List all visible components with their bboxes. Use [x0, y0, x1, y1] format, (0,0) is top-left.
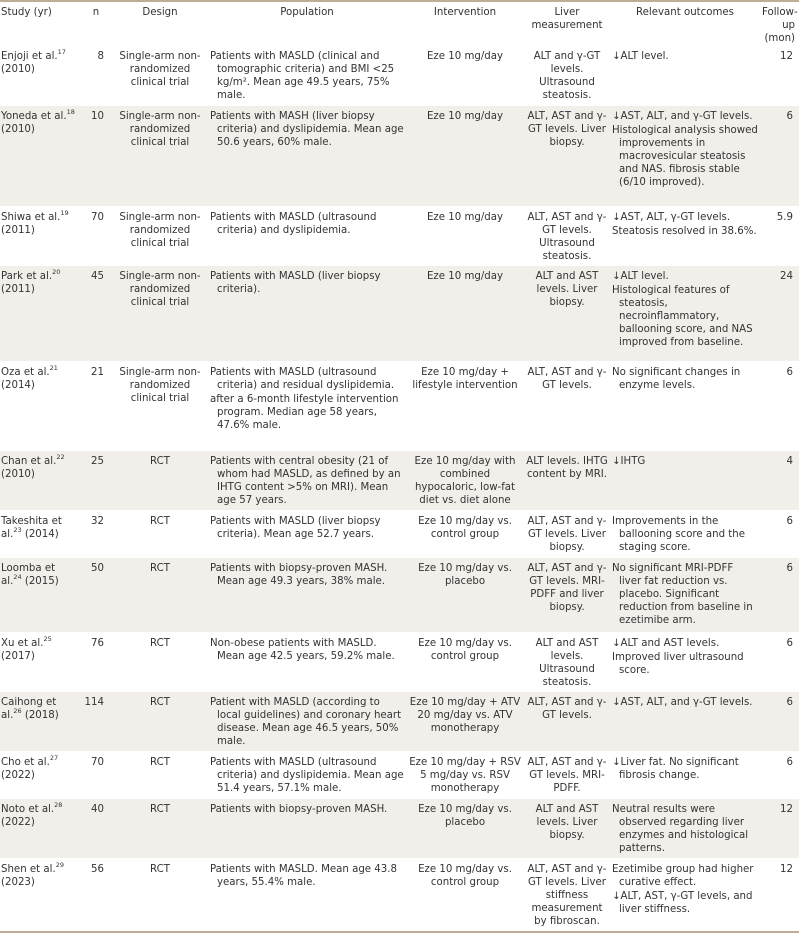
n-cell: 10 — [91, 111, 104, 122]
outcomes-cell — [610, 106, 760, 207]
intervention-cell: Eze 10 mg/day + RSV 5 mg/day vs. RSV monotherapy — [409, 757, 521, 794]
design-cell: Single-arm non-randomized clinical trial — [119, 271, 201, 308]
design-cell: Single-arm non-randomized clinical trial — [119, 51, 201, 88]
table-row — [0, 451, 799, 511]
population-text: Patients with biopsy-proven MASH. — [210, 804, 388, 815]
reference-number: 19 — [60, 209, 69, 217]
population-cell — [208, 207, 406, 266]
intervention-cell: Eze 10 mg/day with combined hypocaloric, low-fat diet vs. diet alone — [414, 456, 516, 506]
header-population: Population — [280, 7, 334, 18]
study-year: (2018) — [24, 710, 59, 721]
study-year: (2017) — [1, 651, 35, 662]
study-year: (2023) — [1, 877, 35, 888]
followup-cell: 6 — [786, 697, 793, 708]
outcomes-cell — [610, 46, 760, 106]
liver-measurement-cell: ALT, AST and γ-GT levels. Ultrasound steatosis. — [527, 212, 607, 262]
population-text: Patients with MASH (liver biopsy criteria) and dyslipidemia. Mean age 50.6 years, 60% male. — [210, 111, 404, 148]
outcome-text: No significant MRI-PDFF liver fat reduction vs. placebo. Significant reduction from baseline in ezetimibe arm. — [612, 563, 753, 626]
followup-cell: 6 — [786, 516, 793, 527]
study-year: (2010) — [1, 469, 35, 480]
followup-cell: 5.9 — [776, 212, 793, 223]
n-cell: 45 — [91, 271, 104, 282]
liver-measurement-cell: ALT, AST and γ-GT levels. — [527, 367, 607, 391]
study-year: (2010) — [1, 124, 35, 135]
population-cell — [208, 558, 406, 633]
reference-number: 17 — [57, 48, 66, 56]
table-row — [0, 46, 799, 106]
intervention-cell: Eze 10 mg/day — [426, 111, 504, 122]
outcomes-cell — [610, 692, 760, 752]
outcomes-cell — [610, 859, 760, 932]
table-row — [0, 511, 799, 558]
study-cell — [0, 106, 80, 207]
study-cell — [0, 633, 80, 692]
outcome-text: Histological features of steatosis, necroinflammatory, ballooning score, and NAS improved from baseline. — [612, 285, 753, 348]
study-year: (2022) — [1, 817, 35, 828]
liver-measurement-cell: ALT and γ-GT levels. Ultrasound steatosis. — [533, 51, 601, 101]
followup-cell: 6 — [786, 563, 793, 574]
table-row — [0, 558, 799, 633]
header-liver: Liver measurement — [531, 7, 603, 31]
design-cell: RCT — [150, 864, 170, 875]
outcome-text: ↓Liver fat. No significant fibrosis change. — [612, 757, 739, 781]
outcome-text: ↓ALT and AST levels. — [612, 638, 720, 649]
outcome-text: Histological analysis showed improvements in macrovesicular steatosis and NAS. fibrosis stable (6/10 improved). — [612, 125, 758, 188]
population-cell — [208, 266, 406, 362]
study-cell — [0, 266, 80, 362]
study-cell — [0, 558, 80, 633]
population-cell — [208, 362, 406, 451]
outcomes-cell — [610, 799, 760, 859]
study-year: (2014) — [24, 529, 59, 540]
study-year: (2011) — [1, 225, 35, 236]
outcome-text: ↓ALT level. — [612, 51, 669, 62]
outcome-text: No significant changes in enzyme levels. — [612, 367, 741, 391]
design-cell: RCT — [150, 638, 170, 649]
reference-number: 20 — [52, 268, 61, 276]
population-text: Patients with MASLD (ultrasound criteria) and dyslipidemia. Mean age 51.4 years, 57.1% male. — [210, 757, 404, 794]
design-cell: RCT — [150, 697, 170, 708]
design-cell: Single-arm non-randomized clinical trial — [119, 111, 201, 148]
table-row — [0, 859, 799, 932]
outcome-text: ↓ALT level. — [612, 271, 669, 282]
study-cell — [0, 859, 80, 932]
population-text: Patients with MASLD (ultrasound criteria) and residual dyslipidemia. — [210, 367, 395, 391]
population-text: Patients with MASLD (liver biopsy criteria). — [210, 271, 381, 295]
header-study: Study (yr) — [1, 7, 52, 18]
outcome-text: ↓AST, ALT, γ-GT levels. — [612, 212, 731, 223]
intervention-cell: Eze 10 mg/day — [426, 51, 504, 62]
population-cell — [208, 633, 406, 692]
study-name: Takeshita et al. — [1, 516, 62, 540]
table-row — [0, 362, 799, 451]
intervention-cell: Eze 10 mg/day + ATV 20 mg/day vs. ATV monotherapy — [409, 697, 521, 734]
outcome-text: ↓AST, ALT, and γ-GT levels. — [612, 697, 753, 708]
header-design: Design — [142, 7, 178, 18]
outcomes-cell — [610, 511, 760, 558]
outcomes-cell — [610, 451, 760, 511]
reference-number: 18 — [66, 108, 75, 116]
reference-number: 29 — [55, 861, 64, 869]
n-cell: 70 — [91, 212, 104, 223]
design-cell: Single-arm non-randomized clinical trial — [119, 367, 201, 404]
outcome-text: ↓ALT, AST, γ-GT levels, and liver stiffness. — [612, 891, 753, 915]
n-cell: 8 — [97, 51, 104, 62]
population-text: Patients with MASLD (ultrasound criteria) and dyslipidemia. — [210, 212, 377, 236]
n-cell: 114 — [84, 697, 104, 708]
reference-number: 24 — [13, 573, 22, 581]
outcomes-cell — [610, 558, 760, 633]
design-cell: RCT — [150, 516, 170, 527]
study-year: (2022) — [1, 770, 35, 781]
population-cell — [208, 859, 406, 932]
population-text: Patients with biopsy-proven MASH. Mean age 49.3 years, 38% male. — [210, 563, 388, 587]
study-year: (2011) — [1, 284, 35, 295]
header-outcomes: Relevant outcomes — [636, 7, 734, 18]
outcomes-cell — [610, 362, 760, 451]
outcome-text: Steatosis resolved in 38.6%. — [612, 226, 757, 237]
reference-number: 26 — [13, 707, 22, 715]
followup-cell: 24 — [780, 271, 793, 282]
study-cell — [0, 692, 80, 752]
design-cell: RCT — [150, 804, 170, 815]
liver-measurement-cell: ALT, AST and γ-GT levels. Liver stiffness measurement by fibroscan. — [527, 864, 607, 927]
study-name: Shiwa et al. — [1, 212, 61, 223]
reference-number: 22 — [56, 453, 65, 461]
outcomes-cell — [610, 207, 760, 266]
liver-measurement-cell: ALT, AST and γ-GT levels. Liver biopsy. — [527, 111, 607, 148]
intervention-cell: Eze 10 mg/day vs. control group — [418, 516, 512, 540]
reference-number: 21 — [49, 364, 58, 372]
table-row — [0, 266, 799, 362]
n-cell: 25 — [91, 456, 104, 467]
study-name: Chan et al. — [1, 456, 57, 467]
reference-number: 27 — [49, 754, 59, 762]
n-cell: 21 — [91, 367, 104, 378]
study-name: Noto et al. — [1, 804, 55, 815]
followup-cell: 6 — [786, 111, 793, 122]
population-cell — [208, 106, 406, 207]
outcome-text: ↓AST, ALT, and γ-GT levels. — [612, 111, 753, 122]
study-name: Oza et al. — [1, 367, 50, 378]
study-name: Loomba et al. — [1, 563, 56, 587]
outcomes-cell — [610, 633, 760, 692]
table-row — [0, 799, 799, 859]
population-cell — [208, 46, 406, 106]
study-cell — [0, 46, 80, 106]
header-n: n — [92, 7, 100, 18]
population-cell — [208, 451, 406, 511]
table-row — [0, 106, 799, 207]
followup-cell: 4 — [786, 456, 793, 467]
header-row — [0, 1, 799, 46]
liver-measurement-cell: ALT, AST and γ-GT levels. MRI-PDFF. — [527, 757, 607, 794]
population-text: Patient with MASLD (according to local guidelines) and coronary heart disease. Mean age 46.5 years, 50% male. — [210, 697, 402, 747]
design-cell: RCT — [150, 456, 170, 467]
population-text: Patients with MASLD (clinical and tomographic criteria) and BMI <25 kg/m². Mean age 49.5 years, 75% male. — [210, 51, 395, 101]
outcomes-cell — [610, 752, 760, 799]
n-cell: 40 — [91, 804, 104, 815]
outcomes-cell — [610, 266, 760, 362]
population-text: Patients with MASLD. Mean age 43.8 years, 55.4% male. — [210, 864, 397, 888]
population-cell — [208, 799, 406, 859]
reference-number: 23 — [13, 526, 22, 534]
n-cell: 70 — [91, 757, 104, 768]
study-name: Yoneda et al. — [1, 111, 67, 122]
population-cell — [208, 752, 406, 799]
intervention-cell: Eze 10 mg/day vs. control group — [418, 638, 512, 662]
n-cell: 76 — [91, 638, 104, 649]
intervention-cell: Eze 10 mg/day vs. control group — [418, 864, 512, 888]
study-name: Park et al. — [1, 271, 53, 282]
table-row — [0, 692, 799, 752]
outcome-text: Improvements in the ballooning score and the staging score. — [612, 516, 746, 553]
design-cell: RCT — [150, 757, 170, 768]
liver-measurement-cell: ALT levels. IHTG content by MRI. — [526, 456, 608, 480]
study-cell — [0, 451, 80, 511]
outcome-text: ↓IHTG — [612, 456, 646, 467]
population-text: Patients with central obesity (21 of whom had MASLD, as defined by an IHTG content >5% on MRI). Mean age 57 years. — [210, 456, 401, 506]
followup-cell: 12 — [780, 51, 793, 62]
intervention-cell: Eze 10 mg/day — [426, 212, 504, 223]
population-text: after a 6-month lifestyle intervention program. Median age 58 years, 47.6% male. — [210, 394, 399, 431]
outcome-text: Improved liver ultrasound score. — [612, 652, 744, 676]
reference-number: 28 — [54, 801, 63, 809]
design-cell: Single-arm non-randomized clinical trial — [119, 212, 201, 249]
population-cell — [208, 692, 406, 752]
population-text: Non-obese patients with MASLD. Mean age 42.5 years, 59.2% male. — [210, 638, 395, 662]
liver-measurement-cell: ALT, AST and γ-GT levels. Liver biopsy. — [527, 516, 607, 553]
intervention-cell: Eze 10 mg/day vs. placebo — [418, 563, 512, 587]
followup-cell: 6 — [786, 638, 793, 649]
n-cell: 32 — [91, 516, 104, 527]
intervention-cell: Eze 10 mg/day + lifestyle intervention — [412, 367, 518, 391]
study-name: Xu et al. — [1, 638, 44, 649]
header-followup: Follow-up (mon) — [762, 7, 798, 44]
design-cell: RCT — [150, 563, 170, 574]
table-row — [0, 207, 799, 266]
population-text: Patients with MASLD (liver biopsy criteria). Mean age 52.7 years. — [210, 516, 381, 540]
liver-measurement-cell: ALT and AST levels. Liver biopsy. — [535, 271, 599, 308]
study-cell — [0, 511, 80, 558]
intervention-cell: Eze 10 mg/day — [426, 271, 504, 282]
study-cell — [0, 752, 80, 799]
followup-cell: 12 — [780, 804, 793, 815]
n-cell: 50 — [91, 563, 104, 574]
liver-measurement-cell: ALT and AST levels. Liver biopsy. — [535, 804, 599, 841]
study-year: (2015) — [24, 576, 59, 587]
n-cell: 56 — [91, 864, 104, 875]
followup-cell: 12 — [780, 864, 793, 875]
study-year: (2014) — [1, 380, 35, 391]
study-cell — [0, 799, 80, 859]
population-cell — [208, 511, 406, 558]
outcome-text: Ezetimibe group had higher curative effect. — [612, 864, 754, 888]
table-row — [0, 633, 799, 692]
header-intervention: Intervention — [433, 7, 497, 18]
study-name: Cho et al. — [1, 757, 50, 768]
followup-cell: 6 — [786, 757, 793, 768]
study-name: Shen et al. — [1, 864, 56, 875]
followup-cell: 6 — [786, 367, 793, 378]
liver-measurement-cell: ALT and AST levels. Ultrasound steatosis. — [535, 638, 599, 688]
study-name: Caihong et al. — [1, 697, 57, 721]
table-row — [0, 752, 799, 799]
liver-measurement-cell: ALT, AST and γ-GT levels. — [527, 697, 607, 721]
study-cell — [0, 362, 80, 451]
reference-number: 25 — [43, 635, 52, 643]
study-name: Enjoji et al. — [1, 51, 58, 62]
outcome-text: Neutral results were observed regarding liver enzymes and histological patterns. — [612, 804, 749, 854]
study-year: (2010) — [1, 64, 35, 75]
liver-measurement-cell: ALT, AST and γ-GT levels. MRI-PDFF and liver biopsy. — [527, 563, 607, 613]
study-cell — [0, 207, 80, 266]
intervention-cell: Eze 10 mg/day vs. placebo — [418, 804, 512, 828]
